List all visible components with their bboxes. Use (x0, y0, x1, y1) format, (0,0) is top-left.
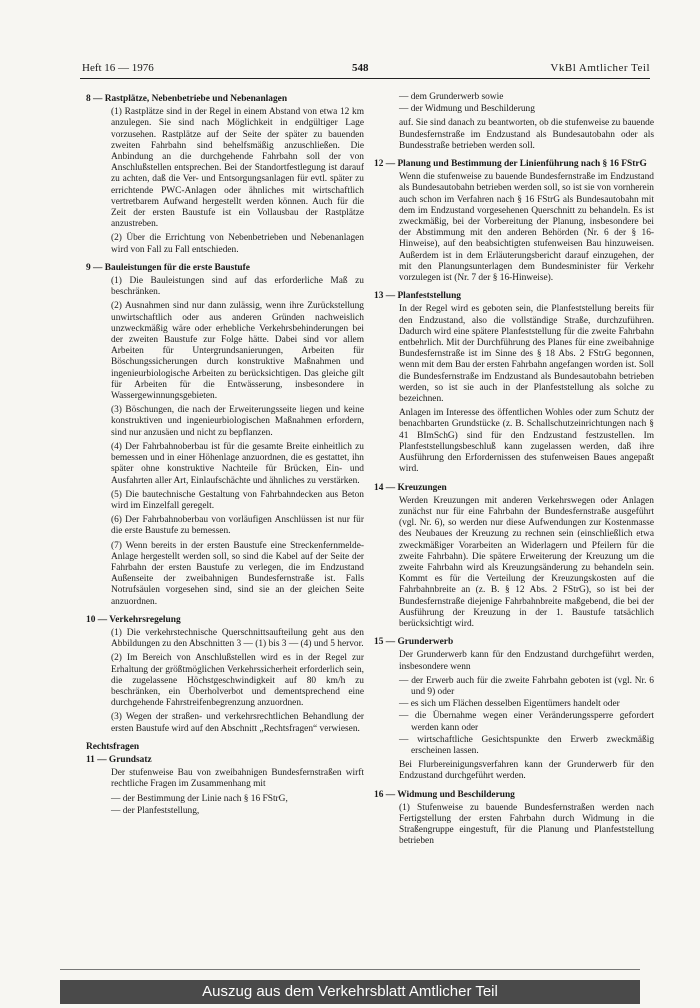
section-heading: Bauleistungen für die erste Baustufe (104, 262, 250, 273)
paragraph: (1) Rastplätze sind in der Regel in einem Abstand von etwa 12 km anzulegen. Sie sind nach Möglichkeit in endgültiger Lage vorzusehen. Rastplätze auf der Seite der später zu bauenden zweiten Fahrbahn sind behelfsmäßig anzuschließen. Die Anbindung an die durchgehende Fahrbahn soll der von Anschlußstellen entsprechen. Bei der Standortfestlegung ist darauf zu achten, daß die Ver- und Entsorgungsanlagen für evtl. später zu errichtende PWC-Anlagen oder ähnliches mit wirtschaftlich vertretbarem Aufwand hergestellt werden können. Auch für die Zeit der ersten Baustufe ist ein Vollausbau der Rastplätze anzustreben. (111, 107, 364, 230)
section-title (374, 637, 654, 648)
section-title (86, 263, 364, 274)
section-title (86, 94, 364, 105)
paragraph: (2) Ausnahmen sind nur dann zulässig, wenn ihre Zurückstellung unwirtschaftlich oder aus anderen Gründen nachweislich unzweckmäßig wäre oder erhebliche Verkehrsbehinderungen bei der zweiten Baustufe zur Folge hätte. Dabei sind vor allem Arbeiten für Untergrundsanierungen, Arbeiten für Böschungssicherungen durch konstruktive Maßnahmen und ingenieurbiologische Arbeiten zu berücksichtigen. Das gleiche gilt für Arbeiten für die Entwässerung, insbesondere in Wassergewinnungsgebieten. (111, 301, 364, 402)
paragraph: auf. Sie sind danach zu beantworten, ob die stufenweise zu bauende Bundesfernstraße im Endzustand als Bundesautobahn oder als Bundesstraße betrieben werden soll. (399, 118, 654, 151)
section-number: 13 — (374, 291, 396, 302)
section-heading: Grunderwerb (397, 637, 454, 648)
right-column (374, 92, 654, 855)
list-item: — dem Grunderwerb sowie (399, 92, 654, 103)
section-number: 14 — (374, 482, 396, 493)
section-number: 12 — (374, 159, 396, 170)
paragraph: (6) Der Fahrbahnoberbau von vorläufigen Anschlüssen ist nur für die erste Baustufe zu bemessen. (111, 515, 364, 537)
paragraph: In der Regel wird es geboten sein, die Planfeststellung bereits für den Endzustand, also die vollständige Straße, durchzuführen. Dadurch wird eine spätere Planfeststellung für die zweite Fahrbahn entbehrlich. Mit der Durchführung des Planes für eine zweibahnige Bundesfernstraße ist im Sinne des § 18 Abs. 2 FStrG begonnen, wenn mit dem Bau der ersten Fahrbahn angefangen worden ist. Soll die Bundesfernstraße im Endzustand als Bundesautobahn betrieben werden, so ist sie auch in der Planfeststellung als solche zu bezeichnen. (399, 304, 654, 405)
paragraph: Der Grunderwerb kann für den Endzustand durchgeführt werden, insbesondere wenn (399, 650, 654, 672)
paragraph: (1) Die Bauleistungen sind auf das erforderliche Maß zu beschränken. (111, 276, 364, 298)
list-item: — wirtschaftliche Gesichtspunkte den Erwerb zweckmäßig erscheinen lassen. (399, 735, 654, 757)
section-number: 15 — (374, 637, 396, 648)
paragraph: (2) Über die Errichtung von Nebenbetrieben und Nebenanlagen wird von Fall zu Fall entschieden. (111, 233, 364, 255)
list-item: — der Bestimmung der Linie nach § 16 FStrG, (111, 794, 364, 805)
section-16 (374, 790, 654, 848)
left-column (86, 94, 364, 824)
page-header (80, 62, 650, 79)
section-14 (374, 483, 654, 631)
paragraph: (3) Wegen der straßen- und verkehrsrechtlichen Behandlung der ersten Baustufe wird auf den Abschnitt „Rechtsfragen“ verwiesen. (111, 712, 364, 734)
section-number: 11 — (86, 754, 107, 765)
paragraph: Werden Kreuzungen mit anderen Verkehrswegen oder Anlagen zunächst nur für eine Fahrbahn der Bundesfernstraße ausgeführt (vgl. Nr. 6), so werden nur diese Aufwendungen zur Kostenmasse des Neubaues der Kreuzung zu rechnen sein (einschließlich etwa zweckmäßiger Vorarbeiten an Widerlagern und Pfeilern für die zweite Fahrbahn). Die spätere Erweiterung der Kreuzung um die zweite Fahrbahn wird als Kreuzungsänderung zu behandeln sein. Kommt es für die Verteilung der Kreuzungskosten auf die Fahrbahnbreite an (z. B. § 12 Abs. 2 FStrG), so ist bei der Bundesfernstraße diejenige Fahrbahnbreite maßgebend, die bei der Ausführung der Kreuzung in der 1. Baustufe tatsächlich berücksichtigt wird. (399, 495, 654, 629)
section-12 (374, 159, 654, 284)
section-11-continued (374, 92, 654, 152)
paragraph: Bei Flurbereinigungsverfahren kann der Grunderwerb für den Endzustand durchgeführt werden. (399, 760, 654, 782)
publication-label: VkBl Amtlicher Teil (550, 62, 650, 74)
dash-list (111, 794, 364, 817)
section-9 (86, 263, 364, 608)
paragraph: Der stufenweise Bau von zweibahnigen Bundesfernstraßen wirft rechtliche Fragen im Zusammenhang mit (111, 768, 364, 790)
section-number: 9 — (86, 262, 103, 273)
section-title (86, 755, 364, 766)
section-title (86, 615, 364, 626)
issue-label: Heft 16 — 1976 (82, 62, 154, 74)
footer-divider (60, 969, 640, 970)
part-heading: Rechtsfragen (86, 741, 140, 752)
section-heading: Kreuzungen (397, 482, 447, 493)
section-title (374, 483, 654, 494)
section-heading: Widmung und Beschilderung (397, 789, 515, 800)
paragraph: Wenn die stufenweise zu bauende Bundesfernstraße im Endzustand als Bundesautobahn betrieben werden soll, so ist sie von vornherein auch schon im Verfahren nach § 16 FStrG als Bundesautobahn mit dem im Endzustand vorgesehenen Querschnitt zu behandeln. Es ist zweckmäßig, bei der Vorbereitung der Planung, insbesondere bei der Abstimmung mit den anderen Behörden (Nr. 6 der § 16-Hinweise), auf den beabsichtigten stufenweisen Bau hinzuweisen. Außerdem ist in dem Erläuterungsbericht darauf einzugehen, der mit den Planungsunterlagen dem Bundesminister für Verkehr vorzulegen ist (Nr. 7 der § 16-Hinweise). (399, 172, 654, 284)
paragraph: (2) Im Bereich von Anschlußstellen wird es in der Regel zur Erhaltung der größtmöglichen Verkehrssicherheit erforderlich sein, die zugelassene Höchstgeschwindigkeit auf 80 km/h zu beschränken, ein Überholverbot und dementsprechend eine durchgehende Fahrstreifenbegrenzung anzuordnen. (111, 653, 364, 709)
section-13 (374, 291, 654, 475)
section-heading: Verkehrsregelung (109, 614, 181, 625)
section-10 (86, 615, 364, 735)
section-number: 8 — (86, 94, 103, 104)
list-item: — es sich um Flächen desselben Eigentümers handelt oder (399, 699, 654, 710)
paragraph: (1) Die verkehrstechnische Querschnittsaufteilung geht aus den Abbildungen zu den Abschnitten 3 — (1) bis 3 — (4) und 5 hervor. (111, 627, 364, 650)
section-title (374, 159, 654, 170)
list-item: — der Widmung und Beschilderung (399, 104, 654, 115)
section-heading: Planung und Bestimmung der Linienführung nach § 16 FStrG (397, 159, 647, 170)
footer-banner: Auszug aus dem Verkehrsblatt Amtlicher Teil (60, 980, 640, 1004)
section-heading: Rastplätze, Nebenbetriebe und Nebenanlagen (104, 94, 288, 104)
paragraph: (3) Böschungen, die nach der Erweiterungsseite liegen und keine konstruktiven und ingenieurbiologischen Maßnahmen erfordern, sind nur anzusäen und nicht zu bepflanzen. (111, 405, 364, 438)
paragraph: (1) Stufenweise zu bauende Bundesfernstraßen werden nach Fertigstellung der ersten Fahrbahn durch Widmung in die Straßengruppe eingestuft, für die Planung und Planfeststellung betrieben (399, 802, 654, 847)
section-15 (374, 637, 654, 782)
section-title (374, 291, 654, 302)
paragraph: Anlagen im Interesse des öffentlichen Wohles oder zum Schutz der benachbarten Grundstücke (z. B. Schallschutzeinrichtungen nach § 41 BImSchG) sind für den Endzustand festzustellen. Im Planfeststellungsbeschluß kann zugelassen werden, daß ihre Ausführung den Erfordernissen des stufenweisen Baues angepaßt wird. (399, 408, 654, 475)
paragraph: (7) Wenn bereits in der ersten Baustufe eine Streckenfernmelde-Anlage hergestellt werden soll, so sind die Kabel auf der Seite der Fahrbahn der ersten Baustufe zu verlegen, die im Endzustand Außenseite der zweibahnigen Bundesfernstraße ist. Falls Notrufsäulen vorgesehen sind, sind sie an der gleichen Seite anzuordnen. (111, 540, 364, 607)
list-item: — die Übernahme wegen einer Veränderungssperre gefordert werden kann oder (399, 711, 654, 733)
list-item: — der Erwerb auch für die zweite Fahrbahn geboten ist (vgl. Nr. 6 und 9) oder (399, 676, 654, 698)
section-heading: Grundsatz (108, 754, 152, 765)
dash-list (399, 92, 654, 115)
paragraph: (5) Die bautechnische Gestaltung von Fahrbahndecken aus Beton wird im Einzelfall geregelt. (111, 489, 364, 511)
section-title (374, 790, 654, 801)
section-8 (86, 94, 364, 256)
list-item: — der Planfeststellung, (111, 806, 364, 817)
section-heading: Planfeststellung (397, 291, 461, 302)
section-number: 16 — (374, 789, 396, 800)
page-number: 548 (352, 62, 369, 74)
paragraph: (4) Der Fahrbahnoberbau ist für die gesamte Breite einheitlich zu bemessen und in einer Höhenlage anzuordnen, die es gestattet, ihn später ohne konstruktive Nachteile für Brücken, Ein- und Ausfahrten aller Art, Einlaufschächte und ähnliches zu verstärken. (111, 441, 364, 486)
dash-list (399, 676, 654, 757)
section-11 (86, 755, 364, 817)
section-number: 10 — (86, 614, 108, 625)
